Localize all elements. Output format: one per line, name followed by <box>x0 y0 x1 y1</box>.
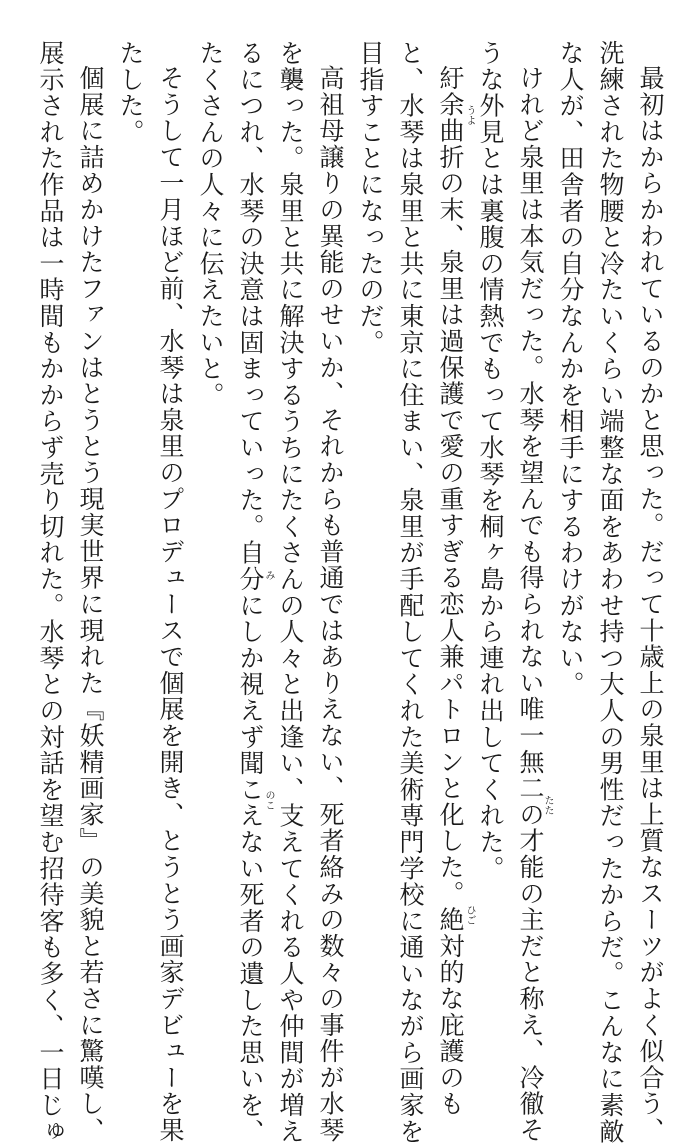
text-line: 目指すことになったのだ。 <box>356 40 385 356</box>
text-line: そうして一月ほど前、水琴は泉里のプロデュースで個展を開き、とうとう画家デビューを果 <box>156 65 185 1144</box>
text-line: けれど泉里は本気だった。水琴を望んでも得られない唯一無二の才能の主だと称え、冷徹そ <box>516 65 545 1144</box>
ruby-yo: うよ <box>464 105 475 125</box>
text-line: たした。 <box>116 40 145 146</box>
ruby-mi: み <box>263 570 274 580</box>
text-line: 高祖母譲りの異能のせいか、それからも普通ではありえない、死者絡みの数々の事件が水琴 <box>316 65 345 1144</box>
ruby-noko: のこ <box>263 790 274 810</box>
text-line: たくさんの人々に伝えたいと。 <box>196 40 225 409</box>
text-line: 洗練された物腰と冷たいくらい端整な面をあわせ持つ大人の男性だったからだ。こんなに素敵 <box>596 40 625 1145</box>
text-line: を襲った。泉里と共に解決するうちにたくさんの人々と出逢い、支えてくれる人や仲間が増え <box>276 40 305 1145</box>
ruby-tata: たた <box>542 795 553 815</box>
text-line: 個展に詰めかけたファンはとうとう現実世界に現れた『妖精画家』の美貌と若さに驚嘆し、 <box>76 65 105 1144</box>
text-line: うな外見とは裏腹の情熱でもって水琴を桐ヶ島から連れ出してくれた。 <box>476 40 505 882</box>
text-line: 最初はからかわれているのかと思った。だって十歳上の泉里は上質なスーツがよく似合う、 <box>636 65 665 1144</box>
ruby-higo: ひご <box>464 905 475 925</box>
text-line: な人が、田舎者の自分なんかを相手にするわけがない。 <box>556 40 585 698</box>
text-line: 展示された作品は一時間もかからず売り切れた。水琴との対話を望む招待客も多く、一日じゅ <box>36 40 65 1145</box>
text-line: るにつれ、水琴の決意は固まっていった。自分にしか視えず聞こえない死者の遺した思いを、 <box>236 40 265 1145</box>
text-line: と、水琴は泉里と共に東京に住まい、泉里が手配してくれた美術専門学校に通いながら画家を <box>396 40 425 1145</box>
text-line: 紆余曲折の末、泉里は過保護で愛の重すぎる恋人兼パトロンと化した。絶対的な庇護のも <box>436 65 465 1117</box>
